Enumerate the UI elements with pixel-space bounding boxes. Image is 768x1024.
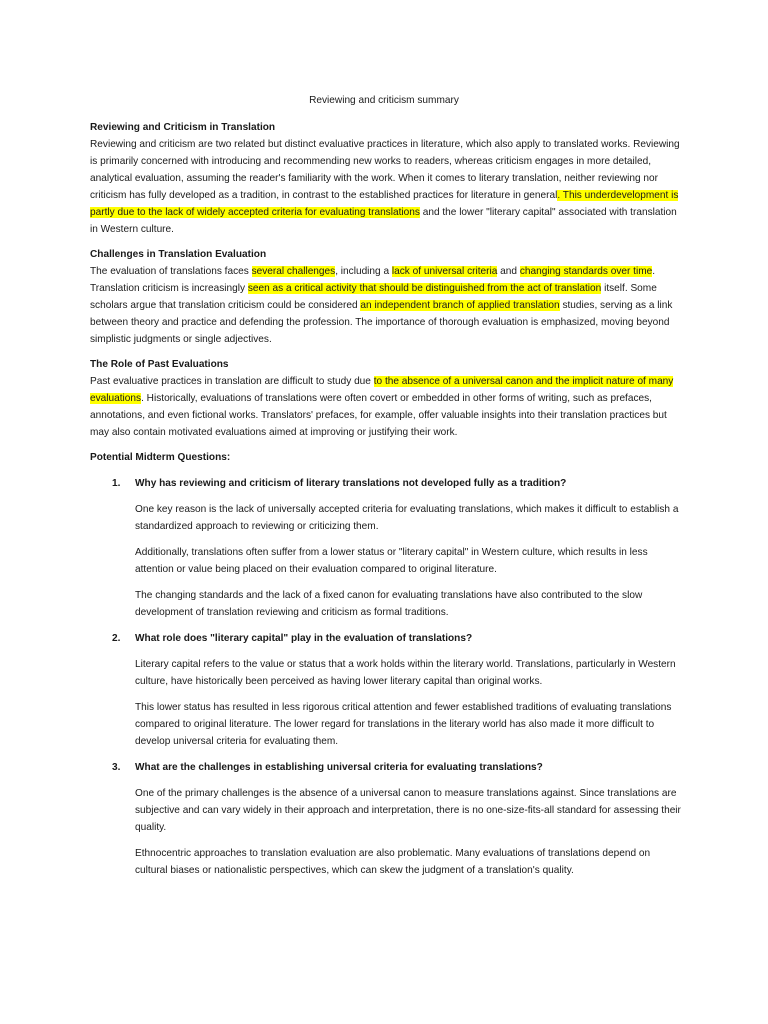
section-reviewing-criticism bbox=[90, 119, 682, 238]
highlighted-text: changing standards over time bbox=[519, 266, 653, 277]
section-paragraph bbox=[90, 263, 682, 348]
text-run: and the lower "literary capital" associated with translation in Western culture. bbox=[90, 207, 677, 235]
highlighted-text: . This underdevelopment is partly due to the lack of widely accepted criteria for evaluating translations bbox=[90, 190, 679, 218]
question-item bbox=[90, 475, 682, 621]
section-heading: Reviewing and Criticism in Translation bbox=[90, 122, 276, 133]
question-text: Why has reviewing and criticism of literary translations not developed fully as a tradition? bbox=[135, 478, 567, 489]
section-challenges bbox=[90, 246, 682, 348]
section-heading: Challenges in Translation Evaluation bbox=[90, 249, 267, 260]
question-item bbox=[90, 630, 682, 750]
question-text: What are the challenges in establishing universal criteria for evaluating translations? bbox=[135, 762, 543, 773]
question-number: 1. bbox=[112, 478, 121, 489]
section-heading: The Role of Past Evaluations bbox=[90, 359, 229, 370]
highlighted-text: seen as a critical activity that should be distinguished from the act of translation bbox=[247, 283, 602, 294]
text-run: . Historically, evaluations of translations were often covert or embedded in other forms of writing, such as prefaces, annotations, and even fictional works. Translators' prefaces, for example, offer valuable insights into their translation practices but may also contain motivated evaluations aimed at improving or justifying their work. bbox=[90, 393, 667, 438]
text-run: , including a bbox=[335, 266, 392, 277]
midterm-heading: Potential Midterm Questions: bbox=[90, 452, 231, 463]
highlighted-text: an independent branch of applied translation bbox=[360, 300, 560, 311]
section-past-evaluations bbox=[90, 356, 682, 441]
document-body bbox=[90, 119, 682, 888]
highlighted-text: lack of universal criteria bbox=[391, 266, 498, 277]
text-run: studies, serving as a link between theory and practice and defending the profession. The importance of thorough evaluation is emphasized, moving beyond simplistic judgments or single adjectives. bbox=[90, 300, 673, 345]
document-title: Reviewing and criticism summary bbox=[309, 95, 459, 106]
answer-paragraph: The changing standards and the lack of a fixed canon for evaluating translations have also contributed to the slow development of translation reviewing and criticism as formal traditions. bbox=[135, 590, 643, 618]
text-run: Past evaluative practices in translation are difficult to study due bbox=[90, 376, 374, 387]
text-run: and bbox=[497, 266, 520, 277]
answer-paragraph: This lower status has resulted in less rigorous critical attention and fewer established traditions of evaluating translations compared to original literature. The lower regard for translations in the literary world has also made it more difficult to develop universal criteria for evaluating them. bbox=[135, 702, 672, 747]
text-run: The evaluation of translations faces bbox=[90, 266, 252, 277]
section-paragraph bbox=[90, 373, 682, 441]
highlighted-text: several challenges bbox=[251, 266, 336, 277]
highlighted-text: to the absence of a universal canon and the implicit nature of many evaluations bbox=[90, 376, 674, 404]
answer-paragraph: Additionally, translations often suffer from a lower status or "literary capital" in Western culture, which results in less attention or value being placed on their evaluation compared to original literature. bbox=[135, 547, 648, 575]
answer-paragraph: Ethnocentric approaches to translation evaluation are also problematic. Many evaluations of translations depend on cultural biases or nationalistic perspectives, which can skew the judgment of a translation's quality. bbox=[135, 848, 651, 876]
question-number: 3. bbox=[112, 762, 121, 773]
question-item bbox=[90, 759, 682, 879]
answer-paragraph: One key reason is the lack of universally accepted criteria for evaluating translations, which makes it difficult to establish a standardized approach to reviewing or criticizing them. bbox=[135, 504, 679, 532]
question-number: 2. bbox=[112, 633, 121, 644]
text-run: itself. Some scholars argue that translation criticism could be considered bbox=[90, 283, 657, 311]
answer-paragraph: One of the primary challenges is the absence of a universal canon to measure translations against. Since translations are subjective and can vary widely in their approach and interpretation, there is no one-size-fits-all standard for assessing their quality. bbox=[135, 788, 681, 833]
text-run: . Translation criticism is increasingly bbox=[90, 266, 656, 294]
section-paragraph bbox=[90, 136, 682, 238]
text-run: Reviewing and criticism are two related but distinct evaluative practices in literature, which also apply to translated works. Reviewing is primarily concerned with introducing and recommending new works to readers, whereas criticism engages in more detailed, analytical evaluation, assuming the reader's familiarity with the work. When it comes to literary translation, neither reviewing nor criticism has fully developed as a tradition, in contrast to the established practices for literature in general bbox=[90, 139, 680, 201]
answer-paragraph: Literary capital refers to the value or status that a work holds within the literary world. Translations, particularly in Western culture, have historically been perceived as having lower literary capital than original works. bbox=[135, 659, 676, 687]
question-text: What role does "literary capital" play in the evaluation of translations? bbox=[135, 633, 473, 644]
